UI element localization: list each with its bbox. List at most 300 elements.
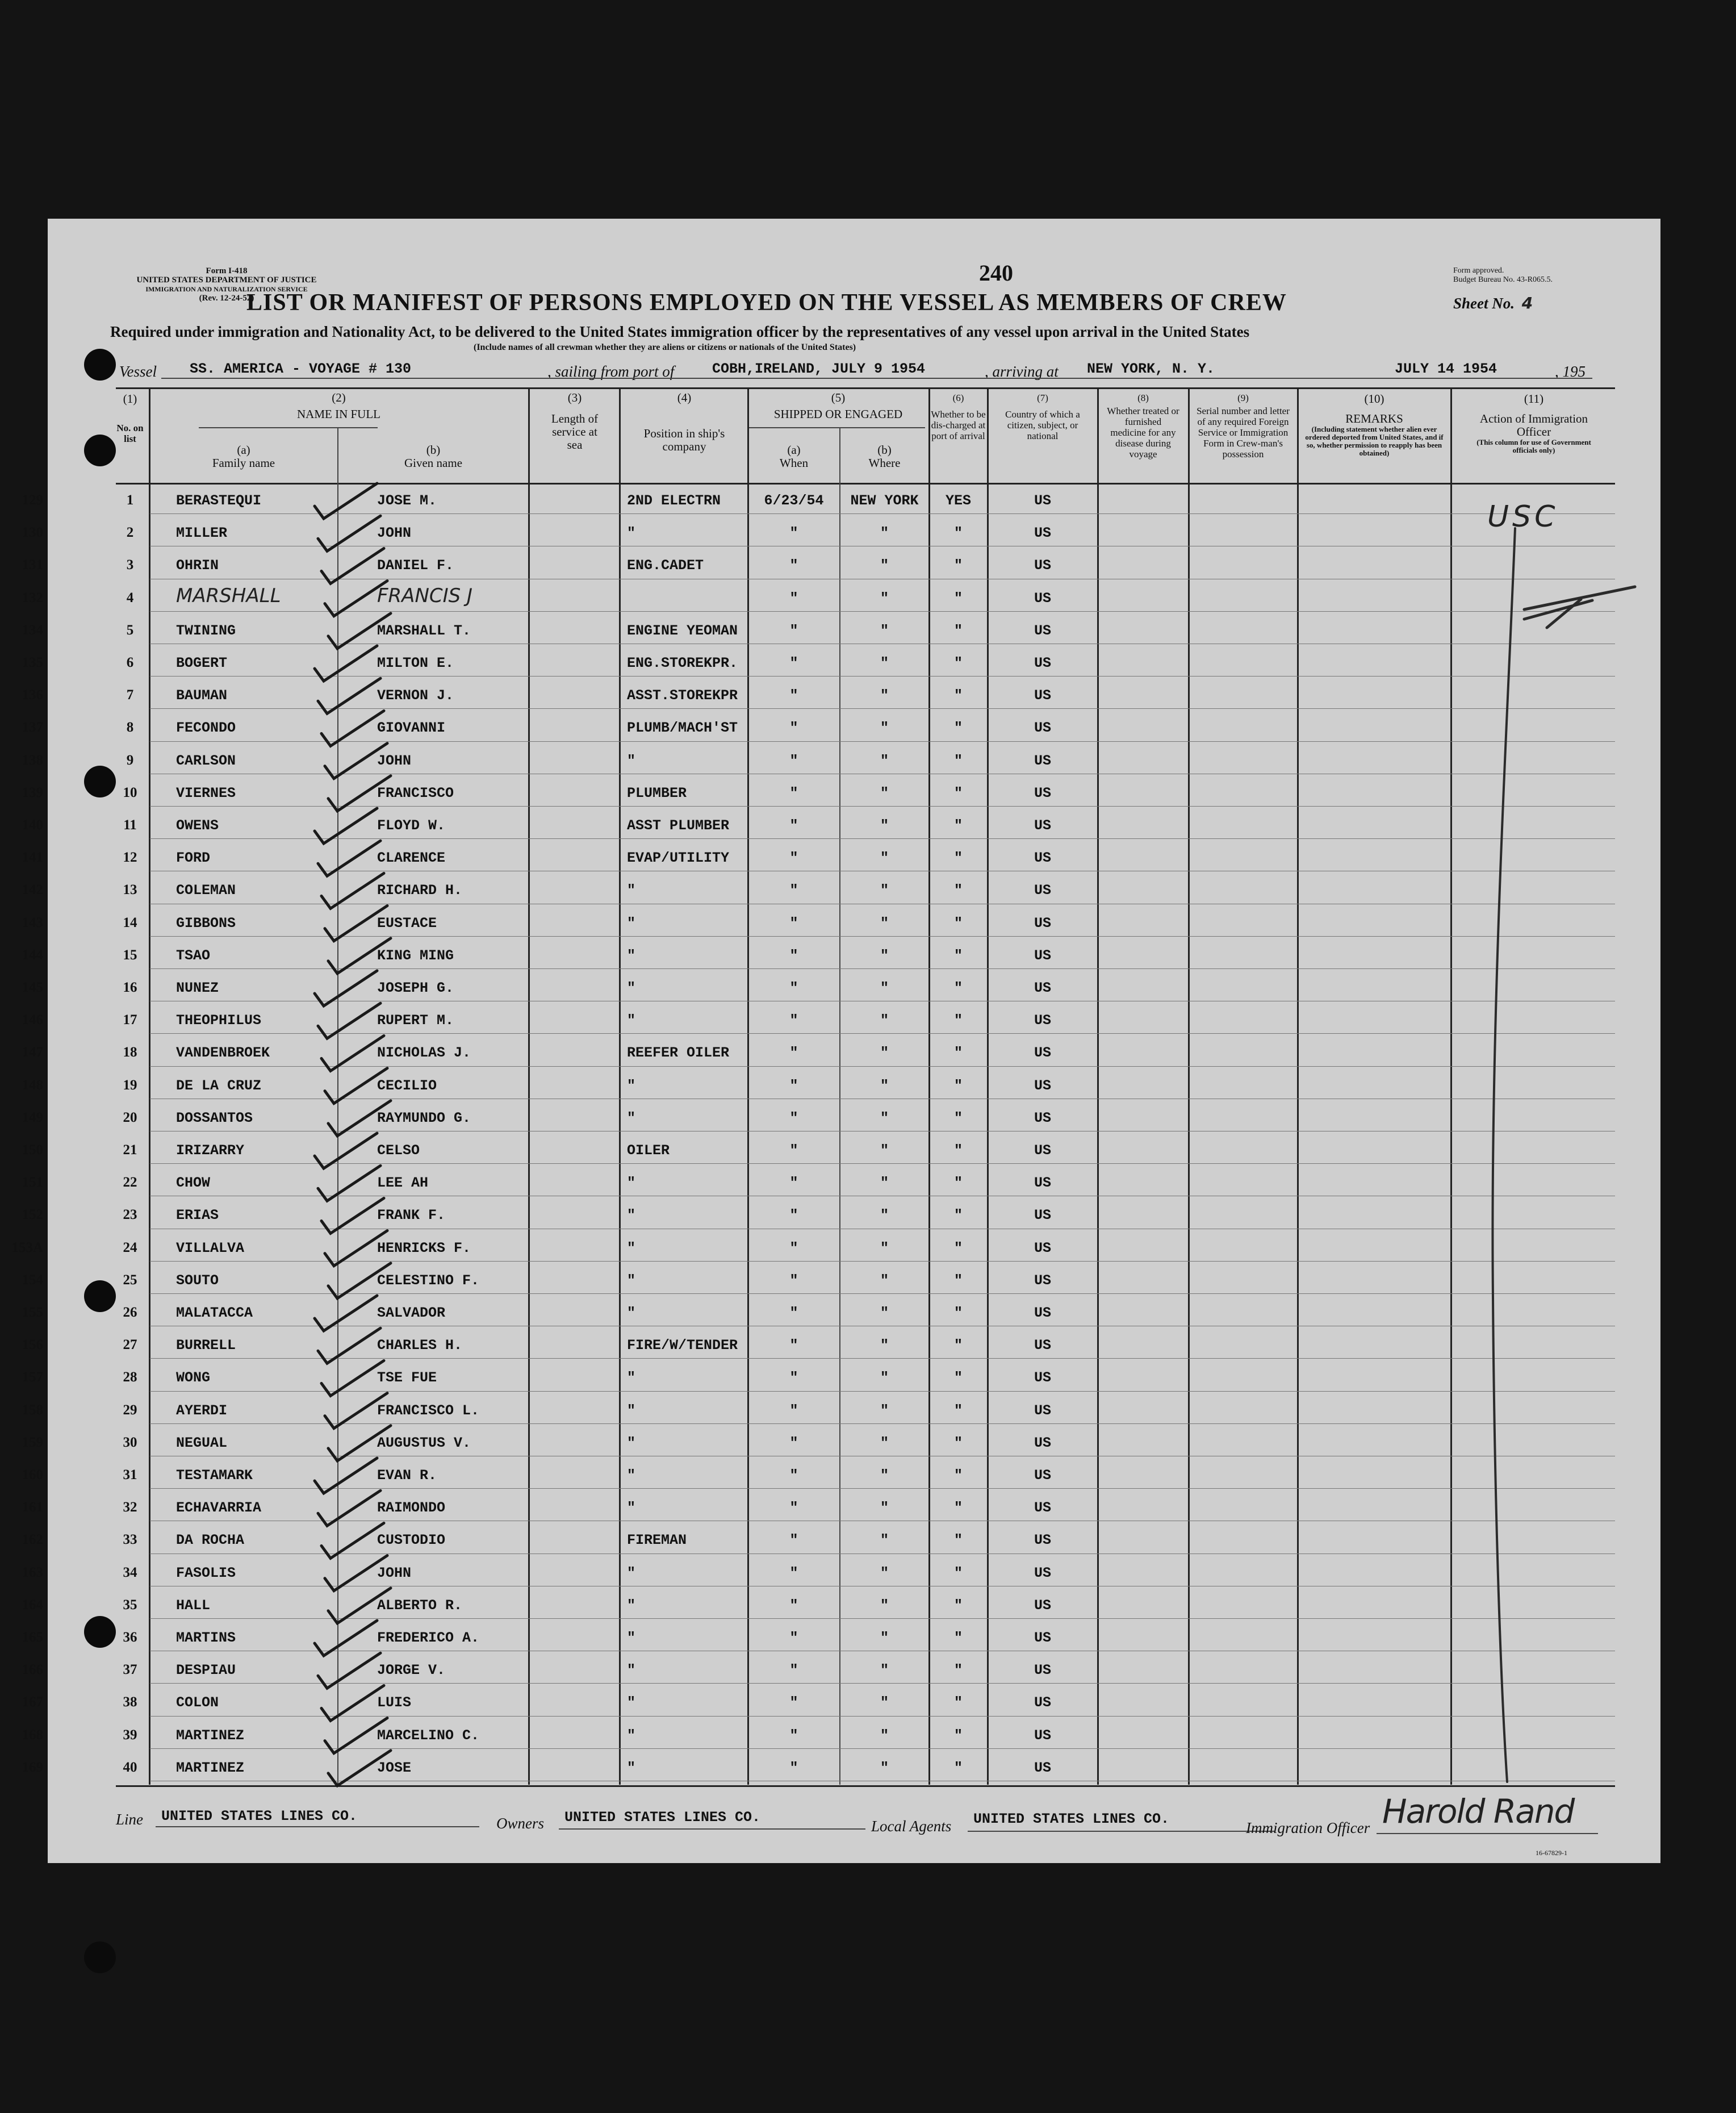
cell-country: US [1034,914,1051,932]
col2b-number: (b) [426,443,441,457]
check-mark [315,1458,377,1493]
cell-no: 38 [123,1694,137,1710]
cell-country: US [1034,1694,1051,1711]
cell-country: US [1034,980,1051,996]
cell-no: 30 [123,1434,137,1450]
cell-margin: 157 [22,1369,43,1385]
cell-discharged: " [953,1305,963,1321]
cell-position: EVAP/UTILITY [627,850,730,867]
cell-margin: 151 [22,1175,43,1191]
col2a-number: (a) [237,443,250,457]
cell-position: " [627,947,636,964]
cell-given: MARCELINO C. [377,1727,480,1744]
cell-margin: 134 [22,622,43,638]
cell-when: " [789,1305,798,1321]
cell-given: LEE AH [377,1175,429,1192]
cell-no: 1 [126,492,134,508]
check-mark [328,1101,391,1136]
cell-position: FIRE/W/TENDER [627,1337,738,1354]
cell-position: ENGINE YEOMAN [627,622,738,639]
cell-when: " [789,1467,798,1484]
cell-no: 17 [123,1012,137,1028]
line-label: Line [116,1811,144,1828]
cell-when: " [789,687,798,704]
department-name: UNITED STATES DEPARTMENT OF JUSTICE [136,275,317,285]
check-mark [321,1035,384,1071]
cell-given: FLOYD W. [377,817,446,834]
cell-margin: 166 [22,1662,43,1678]
cell-discharged: " [953,817,963,834]
cell-no: 40 [123,1759,137,1775]
cell-country: US [1034,752,1051,769]
cell-family: OWENS [176,817,219,834]
cell-country: US [1034,1337,1051,1354]
punch-hole [84,1941,116,1973]
cell-where: " [880,1597,889,1614]
cell-family: BOGERT [176,655,228,671]
cell-given: GIOVANNI [377,720,446,737]
cell-family: MARSHALL [176,584,281,607]
cell-discharged: " [953,882,963,899]
check-mark [328,1426,391,1461]
service-name: IMMIGRATION AND NATURALIZATION SERVICE [145,285,308,293]
cell-discharged: " [953,752,963,769]
cell-when: " [789,1434,798,1451]
cell-when: " [789,557,798,574]
manifest-title: LIST OR MANIFEST OF PERSONS EMPLOYED ON THE VESSEL AS MEMBERS OF CREW [246,290,1287,316]
cell-position: 2ND ELECTRN [627,492,721,509]
cell-given: LUIS [377,1694,412,1711]
cell-position: ENG.CADET [627,557,704,574]
arriving-port: NEW YORK, N. Y. [1087,361,1215,377]
cell-given: FRANCISCO [377,784,454,801]
cell-no: 36 [123,1630,137,1645]
cell-country: US [1034,882,1051,899]
check-mark [315,1296,377,1331]
cell-where: " [880,817,889,834]
cell-family: THEOPHILUS [176,1012,262,1029]
cell-when: " [789,882,798,899]
col4-number: (4) [677,391,692,404]
cell-family: FORD [176,850,211,867]
sailing-port: COBH,IRELAND, JULY 9 1954 [712,361,926,377]
col2-title: NAME IN FULL [297,407,380,421]
punch-hole [84,1280,116,1312]
cell-when: " [789,1207,798,1224]
cell-margin: 169 [22,1759,43,1775]
cell-margin: 142 [22,882,43,898]
cell-discharged: " [953,784,963,801]
cell-discharged: " [953,590,963,607]
cell-country: US [1034,1467,1051,1484]
sheet-number: 4 [1521,294,1533,312]
cell-family: DESPIAU [176,1662,236,1679]
cell-discharged: " [953,525,963,542]
cell-given: VERNON J. [377,687,454,704]
check-mark [318,1490,380,1526]
cell-family: VIERNES [176,784,236,801]
cell-where: " [880,622,889,639]
cell-where: " [880,1532,889,1549]
cell-given: EVAN R. [377,1467,437,1484]
cell-country: US [1034,1175,1051,1192]
cell-margin: 156 [22,1337,43,1353]
cell-given: CLARENCE [377,850,446,867]
cell-given: RAIMONDO [377,1500,446,1517]
cell-no: 12 [123,850,137,866]
cell-position: " [627,1694,636,1711]
cell-margin: 130 [22,525,43,541]
cell-no: 14 [123,914,137,930]
col11-number: (11) [1524,392,1544,406]
cell-position: " [627,1759,636,1776]
check-mark [318,1653,380,1688]
check-mark [318,1003,380,1038]
cell-position: " [627,1272,636,1289]
cell-when: " [789,1337,798,1354]
check-mark [325,581,387,616]
cell-no: 35 [123,1597,137,1613]
cell-given: MARSHALL T. [377,622,471,639]
cell-where: " [880,980,889,996]
officer-label: Immigration Officer [1246,1819,1370,1836]
cell-margin: 131 [22,557,43,573]
owners-value: UNITED STATES LINES CO. [564,1809,761,1826]
cell-when: " [789,1175,798,1192]
cell-margin: 141 [22,850,43,866]
cell-where: " [880,850,889,867]
check-mark [321,711,384,746]
cell-discharged: " [953,1012,963,1029]
cell-when: " [789,1077,798,1094]
cell-when: " [789,525,798,542]
cell-no: 27 [123,1337,137,1353]
cell-family: BURRELL [176,1337,236,1354]
cell-where: " [880,1630,889,1646]
arrival-date: JULY 14 1954 [1395,361,1497,377]
col11-subtitle: (This column for use of Government officials only) [1476,438,1591,454]
cell-discharged: " [953,720,963,737]
cell-discharged: " [953,1272,963,1289]
col10-subtitle: (Including statement whether alien ever ordered deported from United States, and if so, whether permission to reapply has been obtained) [1305,425,1444,457]
cell-no: 9 [126,752,134,768]
cell-when: " [789,1564,798,1581]
cell-no: 7 [126,687,134,703]
cell-family: TSAO [176,947,211,964]
col5-title: SHIPPED OR ENGAGED [773,407,903,421]
cell-given: DANIEL F. [377,557,454,574]
cell-position: OILER [627,1142,670,1159]
cell-no: 24 [123,1239,137,1255]
cell-discharged: " [953,1564,963,1581]
cell-where: " [880,1239,889,1256]
check-mark [315,1133,377,1168]
cell-no: 25 [123,1272,137,1288]
cell-no: 33 [123,1532,137,1548]
cell-family: WONG [176,1369,211,1387]
cell-country: US [1034,1532,1051,1549]
cell-margin: 148 [22,1077,43,1093]
cell-family: ECHAVARRIA [176,1500,262,1517]
cell-margin: 132 [22,590,43,605]
cell-no: 23 [123,1207,137,1223]
cell-given: FREDERICO A. [377,1630,480,1646]
cell-family: OHRIN [176,557,219,574]
col3-title: Length of service at sea [551,412,599,452]
check-mark [325,1556,387,1591]
cell-where: " [880,882,889,899]
cell-no: 6 [126,655,134,670]
cell-margin: 135 [22,655,43,670]
cell-where: " [880,1109,889,1126]
cell-no: 28 [123,1369,137,1385]
cell-no: 13 [123,882,137,898]
cell-position: " [627,1077,636,1094]
cell-country: US [1034,655,1051,671]
check-mark [328,1588,391,1623]
cell-given: SALVADOR [377,1305,446,1321]
cell-where: " [880,590,889,607]
cell-position: " [627,882,636,899]
cell-discharged: " [953,655,963,671]
officer-signature: Harold Rand [1382,1792,1574,1831]
cell-no: 29 [123,1402,137,1418]
cell-discharged: " [953,980,963,996]
cell-position: " [627,1434,636,1451]
cell-country: US [1034,1012,1051,1029]
cell-no: 34 [123,1564,137,1580]
vessel-label: Vessel [119,363,157,380]
cell-country: US [1034,817,1051,834]
cell-discharged: " [953,1045,963,1062]
check-mark [321,1685,384,1721]
col1-title: No. on list [116,423,144,444]
cell-given: JOHN [377,752,412,769]
cell-no: 22 [123,1175,137,1191]
cell-country: US [1034,1369,1051,1387]
cell-margin: 129 [22,492,43,508]
cell-where: " [880,1272,889,1289]
cell-when: " [789,1272,798,1289]
cell-margin: 144 [22,947,43,963]
check-mark [328,1751,391,1786]
cell-position: PLUMB/MACH'ST [627,720,738,737]
col5-number: (5) [831,391,846,404]
cell-country: US [1034,1077,1051,1094]
arriving-label: , arriving at [985,363,1059,380]
cell-position: " [627,525,636,542]
cell-discharged: " [953,914,963,932]
officer-underline [1377,1833,1598,1834]
cell-where: " [880,525,889,542]
cell-family: BERASTEQUI [176,492,262,509]
cell-family: SOUTO [176,1272,219,1289]
cell-discharged: " [953,1694,963,1711]
col6-number: (6) [952,392,964,403]
cell-country: US [1034,525,1051,542]
col11-title: Action of Immigration Officer [1479,412,1588,439]
cell-position: ASST PLUMBER [627,817,730,834]
form-number: Form I-418 [206,266,248,275]
check-mark [318,1166,380,1201]
cell-no: 18 [123,1045,137,1060]
cell-when: " [789,980,798,996]
cell-position: " [627,1500,636,1517]
cell-country: US [1034,1045,1051,1062]
cell-given: CECILIO [377,1077,437,1094]
cell-country: US [1034,1759,1051,1776]
vessel-name: SS. AMERICA - VOYAGE # 130 [190,361,412,377]
cell-family: CARLSON [176,752,236,769]
cell-margin: 155 [22,1305,43,1320]
cell-margin: 139 [22,784,43,800]
cell-given: CELESTINO F. [377,1272,480,1289]
cell-no: 37 [123,1662,137,1678]
cell-where: " [880,1337,889,1354]
cell-family: AYERDI [176,1402,228,1419]
cell-margin: 165 [22,1630,43,1645]
cell-position: " [627,1207,636,1224]
cell-country: US [1034,557,1051,574]
col4-title: Position in ship's company [643,427,725,453]
cell-margin: 167 [22,1694,43,1710]
check-mark [325,1231,387,1266]
cell-family: COLON [176,1694,219,1711]
col10-title: REMARKS [1345,412,1403,425]
cell-when: " [789,1369,798,1387]
col5b-number: (b) [877,443,892,457]
check-mark [318,516,380,551]
cell-no: 2 [126,525,134,541]
cell-country: US [1034,590,1051,607]
cell-margin: 150 [22,1142,43,1158]
cell-when: " [789,1662,798,1679]
cell-margin: 159 [22,1434,43,1450]
cell-no: 20 [123,1109,137,1125]
col9-number: (9) [1237,392,1249,403]
check-mark [325,906,387,941]
cell-discharged: " [953,947,963,964]
cell-discharged: " [953,1630,963,1646]
sheet-label: Sheet No. [1453,295,1515,312]
cell-when: " [789,817,798,834]
cell-country: US [1034,622,1051,639]
cell-country: US [1034,687,1051,704]
cell-when: " [789,1759,798,1776]
cell-given: JOSE M. [377,492,437,509]
cell-where: " [880,655,889,671]
cell-position: " [627,1012,636,1029]
cell-given: HENRICKS F. [377,1239,471,1256]
cell-where: " [880,1012,889,1029]
cell-country: US [1034,947,1051,964]
cell-margin: 168 [22,1727,43,1743]
cell-discharged: " [953,850,963,867]
cell-position: REEFER OILER [627,1045,730,1062]
cell-family: IRIZARRY [176,1142,245,1159]
cell-discharged: " [953,1467,963,1484]
cell-given: NICHOLAS J. [377,1045,471,1062]
cell-margin: 161 [22,1500,43,1515]
cell-position: " [627,1727,636,1744]
col2b-title: Given name [404,456,463,470]
cell-where: " [880,1402,889,1419]
cell-no: 39 [123,1727,137,1743]
cell-when: " [789,590,798,607]
cell-where: " [880,914,889,932]
cell-family: HALL [176,1597,211,1614]
cell-margin: 149 [22,1109,43,1125]
check-mark [321,1198,384,1233]
cell-given: KING MING [377,947,454,964]
cell-discharged: " [953,1434,963,1451]
cell-family: DA ROCHA [176,1532,245,1549]
page-number: 240 [979,260,1013,286]
cell-given: FRANCIS J [377,584,473,607]
cell-when: " [789,1532,798,1549]
cell-position: ASST.STOREKPR [627,687,738,704]
cell-given: JORGE V. [377,1662,446,1679]
year-suffix: , 195 [1555,363,1586,380]
col6-title: Whether to be dis-charged at port of arrival [931,409,986,441]
cell-margin: 152 [22,1207,43,1223]
cell-when: " [789,1239,798,1256]
cell-when: " [789,947,798,964]
cell-family: GIBBONS [176,914,236,932]
cell-when: " [789,1142,798,1159]
col1-number: (1) [123,392,137,406]
cell-when: " [789,720,798,737]
cell-family: CHOW [176,1175,211,1192]
cell-discharged: " [953,1532,963,1549]
cell-given: AUGUSTUS V. [377,1434,471,1451]
manifest-subtitle: Required under immigration and Nationality Act, to be delivered to the United States immigration officer by the representatives of any vessel upon arrival in the United States [110,323,1250,340]
cell-when: " [789,622,798,639]
line-value: UNITED STATES LINES CO. [161,1808,358,1824]
cell-discharged: " [953,1369,963,1387]
cell-margin: 143 [22,914,43,930]
cell-where: NEW YORK [850,492,919,509]
cell-family: DOSSANTOS [176,1109,253,1126]
cell-margin: 147 [22,1045,43,1060]
agents-value: UNITED STATES LINES CO. [973,1811,1170,1827]
cell-where: " [880,784,889,801]
cell-where: " [880,947,889,964]
cell-country: US [1034,784,1051,801]
cell-no: 21 [123,1142,137,1158]
cell-country: US [1034,1500,1051,1517]
cell-given: JOSEPH G. [377,980,454,996]
cell-given: CELSO [377,1142,420,1159]
cell-country: US [1034,1402,1051,1419]
cell-country: US [1034,1597,1051,1614]
cell-family: TESTAMARK [176,1467,253,1484]
cell-margin: 138 [22,752,43,768]
cell-no: 15 [123,947,137,963]
cell-given: EUSTACE [377,914,437,932]
cell-when: " [789,1500,798,1517]
cell-given: TSE FUE [377,1369,437,1387]
cell-discharged: " [953,1759,963,1776]
cell-margin: 160 [22,1467,43,1483]
form-code: 16-67829-1 [1536,1849,1567,1857]
col8-number: (8) [1137,392,1149,403]
cell-family: MILLER [176,525,228,542]
cell-given: RAYMUNDO G. [377,1109,471,1126]
col2a-title: Family name [212,456,275,470]
cell-margin: 162 [22,1532,43,1548]
col5a-number: (a) [787,443,801,457]
